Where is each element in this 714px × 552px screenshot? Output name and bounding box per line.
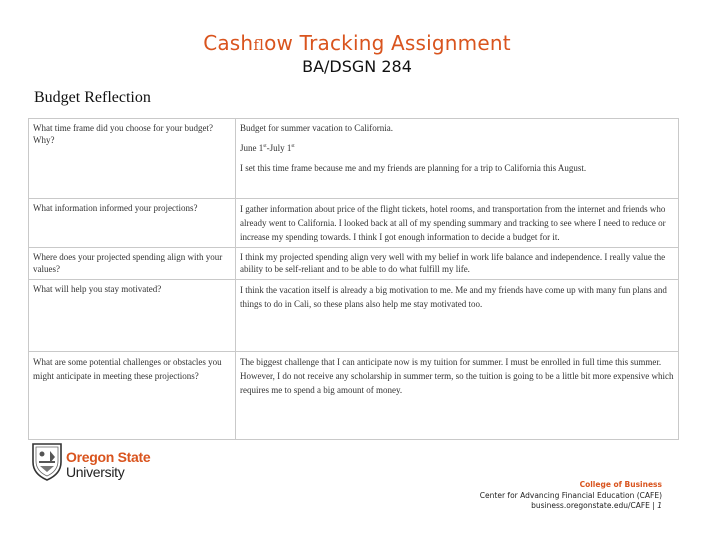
osu-logo — [30, 440, 155, 482]
footer-url-line — [480, 501, 662, 512]
page-number: 1 — [657, 501, 662, 510]
question-cell: What time frame did you choose for your budget? Why? — [29, 119, 236, 199]
osu-seal-icon — [30, 440, 64, 482]
question-cell: What are some potential challenges or obstacles you might anticipate in meeting these projections? — [29, 352, 236, 440]
answer-cell — [236, 280, 679, 352]
reflection-table — [28, 118, 679, 440]
answer-cell — [236, 352, 679, 440]
question-cell: Where does your projected spending align with your values? — [29, 248, 236, 280]
footer-center: Center for Advancing Financial Education (CAFE) — [479, 490, 662, 500]
answer-cell — [236, 119, 679, 199]
answer-text: Budget for summer vacation to California. — [240, 123, 393, 133]
question-cell: What will help you stay motivated? — [29, 280, 236, 352]
footer-url[interactable]: business.oregonstate.edu/CAFE | — [531, 501, 655, 510]
answer-text: The biggest challenge that I can anticipate now is my tuition for summer. I must be enrolled in full time this summer. However, I do not receive any scholarship in summer term, so the tuition is going to be a little bit more expensive which requires me to spend a big amount of money. — [240, 357, 674, 395]
table-row — [29, 248, 679, 280]
answer-text: I think my projected spending align very well with my belief in work life balance and independence. I really value the ability to be self-reliant and to be able to do what fulfill my life. — [240, 252, 666, 274]
logo-line1: Oregon State — [66, 449, 151, 465]
logo-line2: University — [66, 464, 125, 480]
answer-text: I gather information about price of the flight tickets, hotel rooms, and transportation from the internet and friends who already went to California. I looked back at all of my spending summary and tracking to see where I need to reduce or increase my spending towards. I think I got enough information to decide a budget for it. — [240, 204, 666, 242]
table-row — [29, 352, 679, 440]
question-cell: What information informed your projections? — [29, 199, 236, 248]
table-row — [29, 119, 679, 199]
title-ligature: fl — [253, 36, 265, 54]
answer-cell — [236, 248, 679, 280]
section-heading: Budget Reflection — [34, 89, 151, 106]
answer-dates: June 1st-July 1st — [240, 143, 295, 153]
table-row — [29, 199, 679, 248]
document-title: Cashflow Tracking Assignment — [203, 31, 511, 55]
footer — [480, 480, 662, 512]
answer-text: I think the vacation itself is already a big motivation to me. Me and my friends have come up with many fun plans and things to do in Cali, so these plans also help me stay motivated too. — [240, 285, 667, 309]
answer-text: I set this time frame because me and my friends are planning for a trip to California this August. — [240, 163, 587, 173]
table-row — [29, 280, 679, 352]
course-code: BA/DSGN 284 — [302, 57, 412, 76]
footer-college: College of Business — [579, 480, 662, 489]
answer-cell — [236, 199, 679, 248]
